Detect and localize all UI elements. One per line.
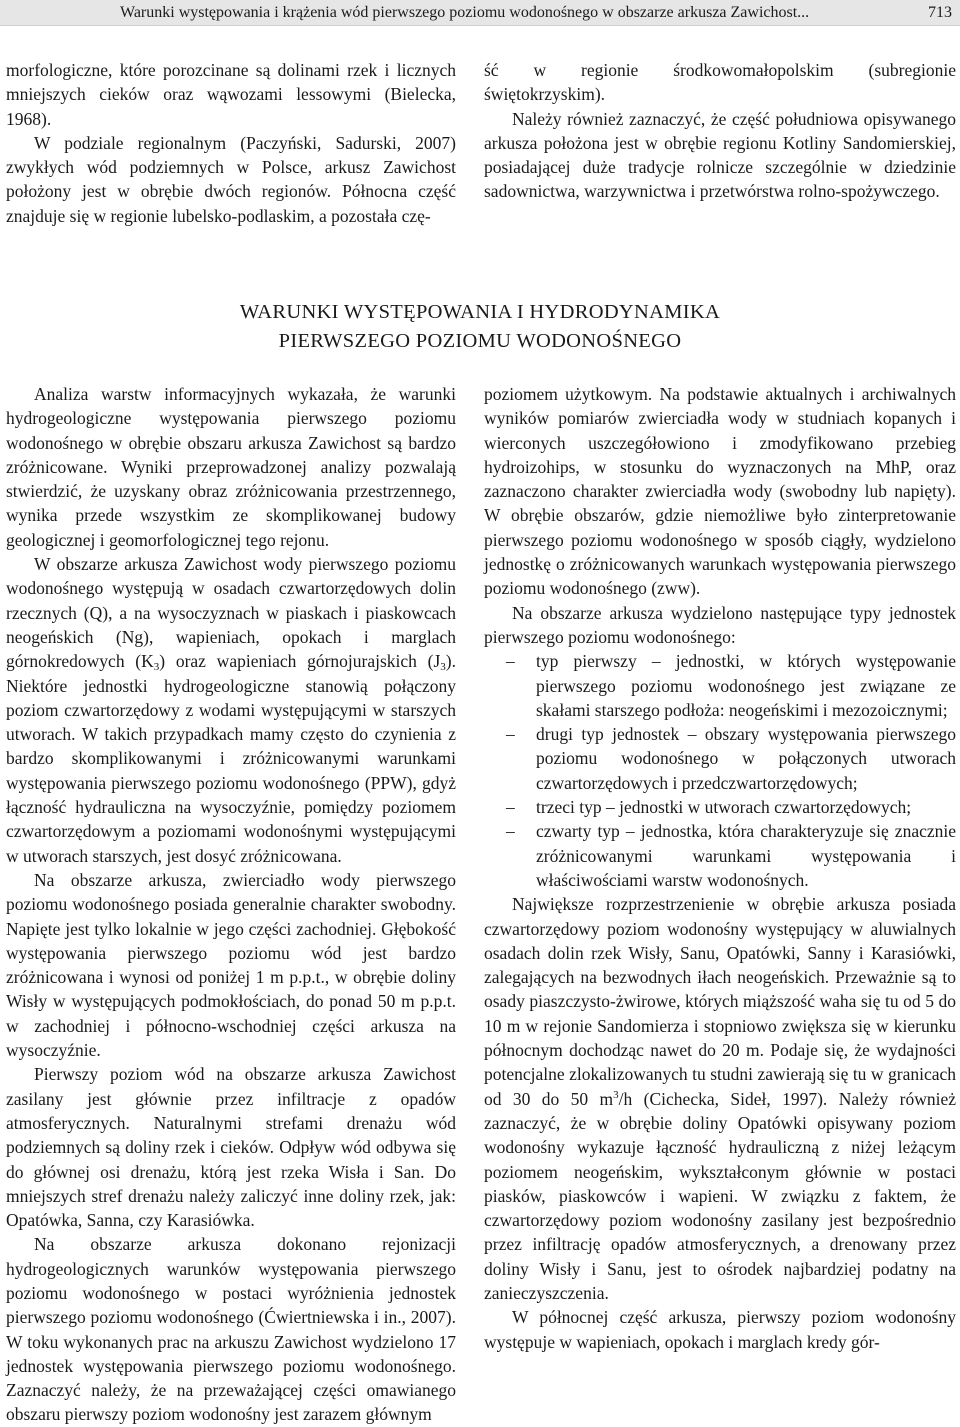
paragraph: poziomem użytkowym. Na podstawie aktualnych i archiwalnych wyników pomiarów zwierciadła wody w studniach kopanych i wierconych uszczegółowiono i zmodyfikowano przebieg hydroizohips, w stosunku do wyznaczonych na MhP, oraz zaznaczono charakter zwierciadła wody (swobodny lub napięty). W obrębie obszarów, gdzie niemożliwe było zinterpretowanie pierwszego poziomu wodonośnego w sposób ciągły, wydzielono jednostkę o zróżnicowanych warunkach występowania pierwszego poziomu wodonośnego (zww). [484,384,956,599]
top-left-column [6,58,456,228]
list-item-text: typ pierwszy – jednostki, w których występowanie pierwszego poziomu wodonośnego jest związane ze skałami starszego podłoża: neogeńskimi i mezozoicznymi; [536,651,956,720]
paragraph: ść w regionie środkowomałopolskim (subregionie świętokrzyskim). [484,60,956,105]
list-dash: – [506,724,515,745]
subscript: 3 [440,661,446,674]
paragraph: W północnej część arkusza, pierwszy poziom wodonośny występuje w wapieniach, opokach i marglach kredy gór- [484,1307,956,1352]
text-run: ) oraz wapieniach górnojurajskich (J [159,651,441,672]
running-header [0,0,960,26]
running-header-title: Warunki występowania i krążenia wód pierwszego poziomu wodonośnego w obszarze arkusza Zawichost... [120,4,810,21]
list-dash: – [506,797,515,818]
list-item-text: trzeci typ – jednostki w utworach czwartorzędowych; [536,797,912,818]
subscript: 3 [153,661,160,674]
text-run: /h (Cichecka, Sideł, 1997). Należy również zaznaczyć, że w obrębie doliny Opatówki opisywany poziom wodonośny wykazuje łączność hydrauliczną z niżej leżącym poziomem neogeńskim, wykształconym głównie w postaci piasków, piaskowców i wapieni. W związku z faktem, że czwartorzędowy poziom wodonośny zasilany jest bezpośrednio przez infiltrację opadów atmosferycznych, a drenowany przez doliny Wisły i Sanu, jest to ośrodek najbardziej podatny na zanieczyszczenia. [484,1088,956,1303]
superscript: 3 [613,1088,619,1101]
paragraph: Na obszarze arkusza dokonano rejonizacji hydrogeologicznych warunków występowania pierwszego poziomu wodonośnego w postaci wyróżnienia jednostek pierwszego poziomu wodonośnego (Ćwiertniewska i in., 2007). W toku wykonanych prac na arkuszu Zawichost wydzielono 17 jednostek występowania pierwszego poziomu wodonośnego. Zaznaczyć należy, że na przeważającej części omawianego obszaru pierwszy poziom wodonośny jest zarazem głównym [6,1234,456,1425]
list-dash: – [506,821,515,842]
section-heading [0,298,960,356]
right-column [484,382,956,1354]
text-run: Największe rozprzestrzenienie w obrębie arkusza posiada czwartorzędowy poziom wodonośny występujący w aluwialnych osadach dolin rzek Wisły, Sanu, Opatówki, Sanny i Karasiówki, zalegających na bezwodnych iłach neogeńskich. Przeważnie są to osady piaszczysto-żwirowe, których miąższość waha się tu od 5 do 10 m w rejonie Sandomierza i stopniowo zwiększa się w kierunku północnym dochodząc nawet do 20 m. Podaje się, że wydajności potencjalne zlokalizowanych tu studni zawierają się tu w granicach od 30 do 50 m [484,894,956,1109]
list-item-text: czwarty typ – jednostka, która charakteryzuje się znacznie zróżnicowanymi warunkami występowania i właściwościami warstw wodonośnych. [536,821,956,890]
top-right-column [484,58,956,204]
paragraph: Na obszarze arkusza, zwierciadło wody pierwszego poziomu wodonośnego posiada generalnie charakter swobodny. Napięte jest tylko lokalnie w jego części zachodniej. Głębokość występowania pierwszego poziomu wód jest bardzo zróżnicowana i wynosi od poniżej 1 m p.p.t., w obrębie doliny Wisły w występujących podmokłościach, do ponad 50 m p.p.t. w zachodniej i północno-wschodniej części arkusza na wysoczyźnie. [6,869,456,1061]
left-column [6,382,456,1427]
section-heading-line-2: PIERWSZEGO POZIOMU WODONOŚNEGO [278,330,682,352]
list-item [506,722,956,795]
paragraph: Analiza warstw informacyjnych wykazała, że warunki hydrogeologiczne występowania pierwszego poziomu wodonośnego w obrębie obszaru arkusza Zawichost są bardzo zróżnicowane. Wyniki przeprowadzonej analizy pozwalają stwierdzić, że uzyskany obraz zróżnicowania przestrzennego, wynika przede wszystkim ze skomplikowanej budowy geologicznej i geomorfologicznej tego rejonu. [6,384,456,550]
text-run: ). Niektóre jednostki hydrogeologiczne stanowią połączony poziom czwartorzędowy z wodami występującymi w starszych utworach. W takich przypadkach mamy często do czynienia z bardzo skomplikowanymi i zróżnicowanymi warunkami występowania pierwszego poziomu wodonośnego (PPW), gdyż łączność hydrauliczna na wysoczyźnie, pomiędzy poziomem czwartorzędowym a poziomami wodonośnymi występującymi w utworach starszych, jest dosyć zróżnicowana. [6,651,456,866]
paragraph: W podziale regionalnym (Paczyński, Sadurski, 2007) zwykłych wód podziemnych w Polsce, arkusz Zawichost położony jest w obrębie dwóch regionów. Północna część znajduje się w regionie lubelsko-podlaskim, a pozostała czę- [6,132,456,226]
text-run: W obszarze arkusza Zawichost wody pierwszego poziomu wodonośnego występują w osadach czwartorzędowych dolin rzecznych (Q), a na wysoczyznach w piaskach i piaskowcach neogeńskich (Ng), wapieniach, opokach i marglach górnokredowych (K [6,554,456,672]
list-item [506,819,956,892]
list-item [506,649,956,722]
paragraph: Na obszarze arkusza wydzielono następujące typy jednostek pierwszego poziomu wodonośnego: [484,602,956,647]
paragraph [484,892,956,1305]
section-heading-line-1: WARUNKI WYSTĘPOWANIA I HYDRODYNAMIKA [239,301,721,323]
list-item [506,795,956,819]
page-number: 713 [928,4,952,21]
paragraph: morfologiczne, które porozcinane są dolinami rzek i licznych mniejszych cieków oraz wąwozami lessowymi (Bielecka, 1968). [6,60,456,129]
unit-type-list [506,649,956,892]
paragraph [6,552,456,868]
list-item-text: drugi typ jednostek – obszary występowania pierwszego poziomu wodonośnego w połączonych utworach czwartorzędowych i przedczwartorzędowych; [536,724,956,793]
list-dash: – [506,651,515,672]
paragraph: Pierwszy poziom wód na obszarze arkusza Zawichost zasilany jest głównie przez infiltracje z opadów atmosferycznych. Naturalnymi strefami drenażu wód podziemnych są doliny rzek i cieków. Odpływ wód odbywa się do głównej osi drenażu, którą jest rzeka Wisła i San. Do mniejszych stref drenażu należy zaliczyć inne doliny rzek, jak: Opatówka, Sanna, czy Karasiówka. [6,1064,456,1231]
paragraph: Należy również zaznaczyć, że część południowa opisywanego arkusza położona jest w obrębie regionu Kotliny Sandomierskiej, posiadającej duże tradycje rolnicze szczególnie w dziedzinie sadownictwa, warzywnictwa i przetwórstwa rolno-spożywczego. [484,108,956,202]
